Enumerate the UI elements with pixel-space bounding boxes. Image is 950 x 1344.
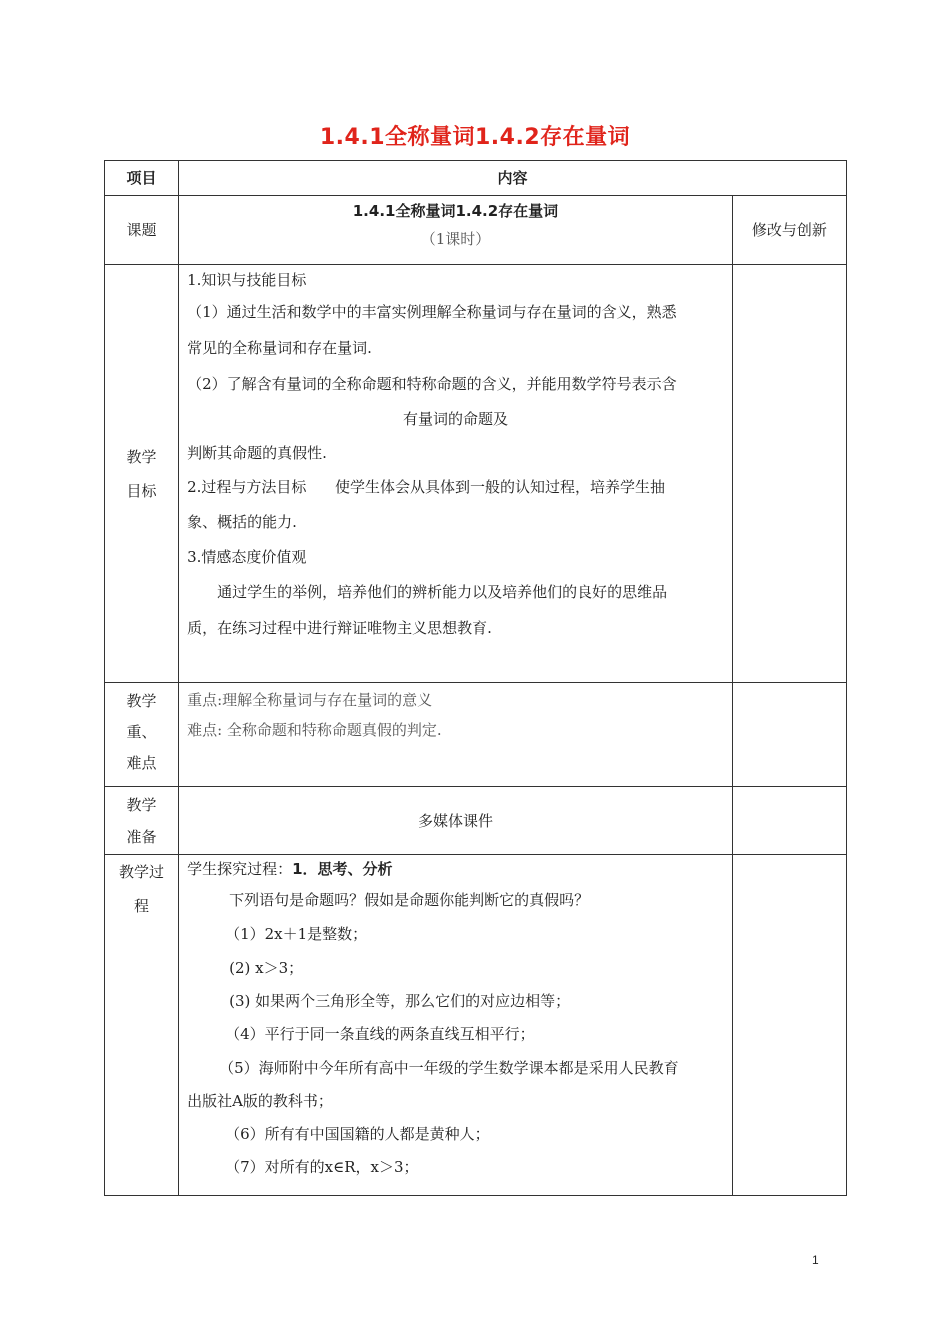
key-label-line: 教学 <box>126 692 157 710</box>
key-label-line: 重、 <box>126 723 157 741</box>
goals-label-line: 目标 <box>126 481 157 500</box>
goals-label-line: 教学 <box>126 447 157 466</box>
process-line: 出版社A版的教科书； <box>187 1092 333 1110</box>
goals-line: （1）通过生活和数学中的丰富实例理解全称量词与存在量词的含义，熟悉 <box>187 303 677 321</box>
process-line: 下列语句是命题吗？假如是命题你能判断它的真假吗？ <box>229 891 590 909</box>
process-intro <box>179 855 732 883</box>
prep-label-line: 准备 <box>126 828 157 846</box>
goals-line: 1.知识与技能目标 <box>187 271 307 289</box>
topic-label: 课题 <box>105 196 179 265</box>
goals-label <box>105 265 179 683</box>
goals-line: 通过学生的举例，培养他们的辨析能力以及培养他们的良好的思维品 <box>217 583 668 601</box>
process-line: （7）对所有的x∈R，x＞3； <box>225 1158 419 1176</box>
goals-line: 2.过程与方法目标 使学生体会从具体到一般的认知过程，培养学生抽 <box>187 478 666 496</box>
key-points-label <box>105 683 179 787</box>
process-content <box>179 855 733 1196</box>
prep-label-line: 教学 <box>126 796 157 814</box>
process-line: (3) 如果两个三角形全等，那么它们的对应边相等； <box>229 992 571 1010</box>
goals-line: 象、概括的能力. <box>187 513 297 531</box>
process-row <box>105 855 847 1196</box>
process-label-line: 程 <box>134 897 150 915</box>
prep-label <box>105 787 179 855</box>
key-label-line: 难点 <box>126 754 157 772</box>
process-line: (2) x＞3； <box>229 959 304 977</box>
key-point-line: 难点: 全称命题和特称命题真假的判定. <box>187 721 442 739</box>
process-intro-heading: 1．思考、分析 <box>292 860 393 878</box>
goals-line: 判断其命题的真假性. <box>187 444 327 462</box>
topic-hours: （1课时） <box>420 230 491 248</box>
goals-line: 常见的全称量词和存在量词. <box>187 339 372 357</box>
topic-row <box>105 196 847 265</box>
goals-content <box>179 265 733 683</box>
prep-content <box>179 787 733 855</box>
process-line: （1）2x＋1是整数； <box>225 925 368 943</box>
goals-row <box>105 265 847 683</box>
process-intro-text: 学生探究过程： <box>187 860 293 878</box>
goals-line: 质，在练习过程中进行辩证唯物主义思想教育. <box>187 619 492 637</box>
lesson-plan-table <box>104 160 847 1196</box>
key-points-content <box>179 683 733 787</box>
key-points-row <box>105 683 847 787</box>
process-line: （5）海师附中今年所有高中一年级的学生数学课本都是采用人民教育 <box>219 1059 679 1077</box>
header-item-cell: 项目 <box>105 161 179 196</box>
process-label-line: 教学过 <box>119 863 165 881</box>
process-label <box>105 855 179 1196</box>
page-title: 1.4.1全称量词1.4.2存在量词 <box>319 125 631 150</box>
goals-line: 3.情感态度价值观 <box>187 548 307 566</box>
page-number: 1 <box>812 1253 819 1267</box>
prep-row <box>105 787 847 855</box>
goals-line: 有量词的命题及 <box>402 410 508 428</box>
process-line: （4）平行于同一条直线的两条直线互相平行； <box>225 1025 535 1043</box>
goals-line: （2）了解含有量词的全称命题和特称命题的含义，并能用数学符号表示含 <box>187 375 677 393</box>
process-line: （6）所有有中国国籍的人都是黄种人； <box>225 1125 490 1143</box>
header-content-cell: 内容 <box>179 161 847 196</box>
prep-text: 多媒体课件 <box>417 811 493 830</box>
topic-title: 1.4.1全称量词1.4.2存在量词 <box>352 202 559 220</box>
header-row <box>105 161 847 196</box>
key-point-line: 重点:理解全称量词与存在量词的意义 <box>187 691 433 709</box>
revision-label: 修改与创新 <box>732 196 846 265</box>
